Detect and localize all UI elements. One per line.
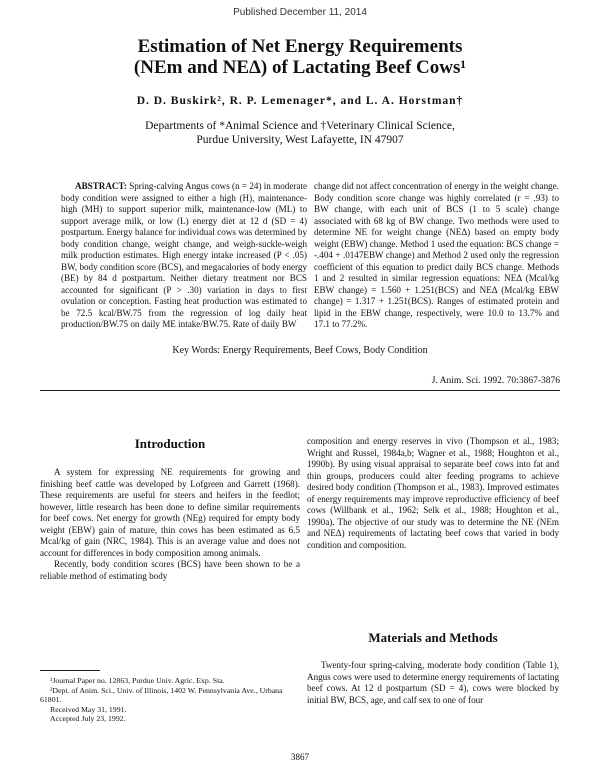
affiliation xyxy=(40,119,560,147)
introduction-right-column xyxy=(307,436,559,551)
paper-title xyxy=(40,36,560,78)
footnotes xyxy=(40,676,298,724)
affiliation-line-1: Departments of *Animal Science and †Veterinary Clinical Science, xyxy=(145,120,455,132)
methods-column xyxy=(307,660,559,706)
affiliation-line-2: Purdue University, West Lafayette, IN 47907 xyxy=(196,134,404,146)
introduction-left-column xyxy=(40,467,300,582)
abstract-label: ABSTRACT: xyxy=(75,181,127,191)
abstract-text-right: change did not affect concentration of energy in the weight change. Body condition score change was highly correlated (r = .93) to BW change, with each unit of BCS (1 to 5 scale) change associated with 68 kg of BW change. Two methods were used to determine NE for weight change (NEΔ) based on empty body weight (EBW) change. Method 1 used the equation: BCS change = -.404 + .0147EBW change) and Method 2 used only the regression coefficient of this equation to predict daily BCS change. Methods 1 and 2 resulted in similar regression equations: NEΔ (Mcal/kg EBW change) = 1.560 + 1.251(BCS) and NEΔ (Mcal/kg EBW change) = 1.317 + 1.251(BCS). Ranges of estimated protein and lipid in the EBW change, respectively, were 10.0 to 13.7% and 17.1 to 77.2%. xyxy=(314,181,559,329)
intro-paragraph-2: Recently, body condition scores (BCS) have been shown to be a reliable method of estimating body xyxy=(40,559,300,581)
footnote-rule xyxy=(40,670,100,671)
intro-paragraph-1: A system for expressing NE requirements for growing and finishing beef cattle was developed by Lofgreen and Garrett (1968). These requirements are useful for steers and heifers in the feedlot; however, little research has been done to define similar requirements for beef cows. Net energy for growth (NEg) required for empty body weight (EBW) gain of mature, thin cows has been estimated as 6.5 Mcal/kg of gain (NRC, 1984). This is an average value and does not account for differences in body composition among animals. xyxy=(40,467,300,558)
author-list: D. D. Buskirk², R. P. Lemenager*, and L. A. Horstman† xyxy=(136,95,464,107)
footnote-2: ²Dept. of Anim. Sci., Univ. of Illinois, 1402 W. Pennsylvania Ave., Urbana 61801. xyxy=(40,685,283,705)
footnote-received: Received May 31, 1991. xyxy=(50,704,127,714)
page-number: 3867 xyxy=(291,752,309,762)
journal-citation: J. Anim. Sci. 1992. 70:3867-3876 xyxy=(431,376,560,386)
abstract-text-left: Spring-calving Angus cows (n = 24) in moderate body condition were assigned to either a high (H), maintenance-high (MH) to support superior milk, maintenance-low (ML) to support average milk, or low (L) energy diet at 12 d (SD = 4) postpartum. Energy balance for individual cows was determined by body condition change, weight change, and weigh-suckle-weigh milk production estimates. High energy intake increased (P < .05) BW, body condition score (BCS), and megacalories of body energy (BE) by 84 d postpartum. Neither dietary treatment nor BCS accounted for significant (P > .30) variation in days to first ovulation or conception. Fasting heat production was estimated to be 72.5 kcal/BW.75 from the regression of log daily heat production/BW.75 on daily ME intake/BW.75. Rate of daily BW xyxy=(61,181,307,329)
methods-heading: Materials and Methods xyxy=(368,630,498,645)
footnote-1: ¹Journal Paper no. 12863, Purdue Univ. Agric. Exp. Sta. xyxy=(50,676,225,685)
published-date: Published December 11, 2014 xyxy=(233,7,367,18)
introduction-heading: Introduction xyxy=(134,436,206,451)
title-line-2: (NEm and NEΔ) of Lactating Beef Cows¹ xyxy=(133,57,467,78)
title-line-1: Estimation of Net Energy Requirements xyxy=(137,36,463,57)
methods-paragraph-1: Twenty-four spring-calving, moderate body condition (Table 1), Angus cows were used to determine energy requirements of lactating beef cows. At 12 d postpartum (SD = 4), cows were blocked by initial BW, BCS, age, and calf sex to one of four xyxy=(307,660,559,705)
abstract-right-column xyxy=(314,181,559,331)
keywords: Key Words: Energy Requirements, Beef Cows, Body Condition xyxy=(172,345,428,356)
footnote-accepted: Accepted July 23, 1992. xyxy=(50,714,126,724)
abstract-left-column xyxy=(61,181,307,331)
header-rule xyxy=(40,390,560,391)
intro-paragraph-3: composition and energy reserves in vivo (Thompson et al., 1983; Wright and Russel, 1984a,b; Wagner et al., 1988; Houghton et al., 1990b). By using visual appraisal to separate beef cows into fat and thin groups, producers could alter feeding programs to achieve desired body condition (Thompson et al., 1983). Improved estimates of energy requirements may improve reproductive efficiency of beef cows (Willbank et al., 1962; Selk et al., 1988; Houghton et al., 1990a). The objective of our study was to determine the NE (NEm and NEΔ) requirements of lactating beef cows that varied in body condition and composition. xyxy=(307,436,559,550)
